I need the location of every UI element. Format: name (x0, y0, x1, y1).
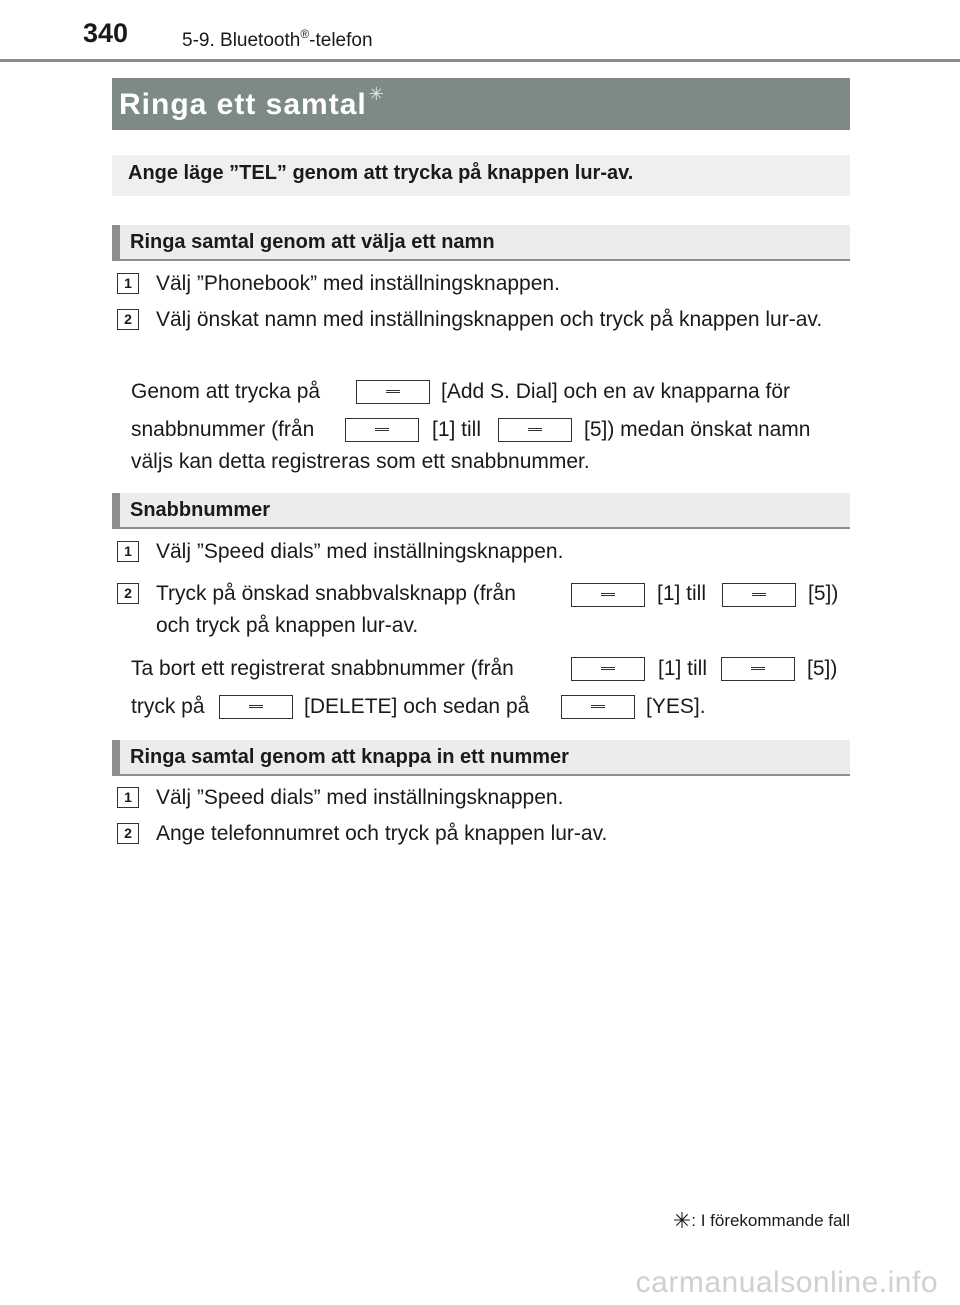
footnote-text: : I förekommande fall (691, 1211, 850, 1230)
step-text: Välj ”Speed dials” med inställningsknappen. (156, 786, 564, 809)
steering-switch-button-icon (721, 657, 795, 681)
step-line (156, 578, 847, 611)
steering-switch-button-icon (498, 418, 572, 442)
step-text: [1] till (657, 582, 707, 605)
step-number-badge: 1 (117, 541, 139, 562)
intro-box (112, 155, 850, 196)
steering-switch-button-icon (571, 657, 645, 681)
asterisk-icon: ✳ (368, 84, 385, 104)
step-number-badge: 2 (117, 309, 139, 330)
page-number: 340 (83, 18, 129, 48)
section-heading-bar (112, 493, 120, 527)
note-text: snabbnummer (från (131, 418, 315, 441)
note-text: tryck på (131, 695, 205, 718)
note-text: [DELETE] och sedan på (304, 695, 530, 718)
step-item (117, 268, 847, 299)
step-text: Välj önskat namn med inställningsknappen och tryck på knappen lur-av. (156, 308, 823, 331)
note-text: [5]) (807, 657, 838, 680)
watermark: carmanualsonline.info (635, 1266, 938, 1299)
section-heading-bar (112, 740, 120, 774)
note-text: [YES]. (646, 695, 706, 718)
note-text: Ta bort ett registrerat snabbnummer (från (131, 657, 514, 680)
step-text: Välj ”Phonebook” med inställningsknappen. (156, 272, 560, 295)
steering-switch-button-icon (571, 583, 645, 607)
footnote (673, 1208, 850, 1234)
note-text: väljs kan detta registreras som ett snabbnummer. (131, 450, 590, 473)
section-heading-dial-number (112, 740, 850, 776)
step-text: Tryck på önskad snabbvalsknapp (från (156, 582, 516, 605)
note-text: [1] till (658, 657, 708, 680)
note-text: Genom att trycka på (131, 380, 321, 403)
steering-switch-button-icon (356, 380, 430, 404)
step-text: Välj ”Speed dials” med inställningsknappen. (156, 540, 564, 563)
section-heading-text: Ringa samtal genom att välja ett namn (130, 231, 495, 253)
steering-switch-button-icon (345, 418, 419, 442)
step-item (117, 578, 847, 642)
section-heading-name-call (112, 225, 850, 261)
note-text: [Add S. Dial] och en av knapparna för (441, 380, 791, 403)
chapter-prefix: 5-9. Bluetooth (182, 30, 301, 51)
step-item (117, 782, 847, 813)
section-heading-text: Snabbnummer (130, 499, 271, 521)
registered-mark: ® (300, 27, 310, 41)
intro-text: Ange läge ”TEL” genom att trycka på knappen lur-av. (128, 162, 634, 184)
step-number-badge: 2 (117, 823, 139, 844)
step-number-badge: 1 (117, 787, 139, 808)
steering-switch-button-icon (219, 695, 293, 719)
steering-switch-button-icon (722, 583, 796, 607)
step-item (117, 818, 847, 849)
title-bar (112, 78, 850, 130)
note-paragraph (131, 375, 843, 485)
step-number-badge: 2 (117, 583, 139, 604)
note-paragraph (131, 652, 843, 724)
step-text: och tryck på knappen lur-av. (156, 614, 419, 637)
page-title (119, 84, 385, 122)
step-number-badge: 1 (117, 273, 139, 294)
chapter-suffix: -telefon (309, 30, 373, 51)
steering-switch-button-icon (561, 695, 635, 719)
step-item (117, 304, 847, 366)
step-text: [5]) (808, 582, 839, 605)
page-title-text: Ringa ett samtal (119, 88, 367, 121)
section-heading-text: Ringa samtal genom att knappa in ett nummer (130, 746, 569, 768)
chapter-title (182, 27, 373, 52)
step-item (117, 536, 847, 567)
step-text: Ange telefonnumret och tryck på knappen lur-av. (156, 822, 608, 845)
note-text: [5]) medan önskat namn (584, 418, 811, 441)
page-header (0, 0, 960, 62)
section-heading-speed-dial (112, 493, 850, 529)
section-heading-bar (112, 225, 120, 259)
header-divider (0, 59, 960, 62)
asterisk-icon: ✳ (672, 1208, 692, 1233)
note-text: [1] till (432, 418, 482, 441)
